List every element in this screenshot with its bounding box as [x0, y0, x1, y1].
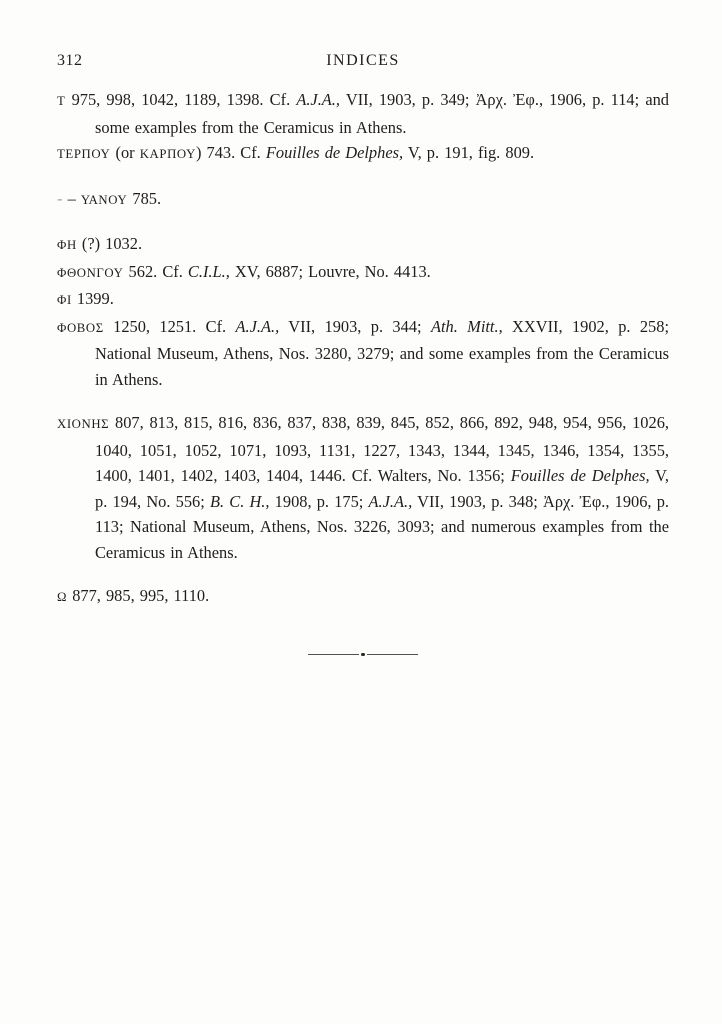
text-segment-head: Ω — [57, 590, 68, 604]
text-segment-plain: VII, 1903, p. 344; — [279, 316, 431, 336]
text-segment-plain: 975, 998, 1042, 1189, 1398. Cf. — [65, 90, 297, 109]
page-header — [57, 52, 669, 72]
text-segment-faint: - — [57, 188, 63, 208]
text-segment-plain: – — [62, 188, 81, 208]
text-segment-head: ΦΟΒΟΣ — [57, 320, 104, 335]
text-segment-plain: XV, 6887; Louvre, No. 4413. — [229, 261, 431, 281]
text-segment-plain: (?) 1032. — [76, 234, 143, 253]
divider-line-left — [308, 654, 359, 655]
text-segment-head: ΦΗ — [57, 238, 77, 252]
text-segment-head: ΚΑΡΠΟΥ — [139, 147, 196, 161]
text-segment-head: Τ — [57, 94, 66, 108]
text-segment-plain: VII, 1903, p. 348; Ἀρχ. Ἐφ., 1906, p. 113; National Museum, Athens, Nos. 3226, 3093; and numerous examples from the Ceramicus in Athens. — [95, 491, 670, 562]
text-segment-plain: XXVII, 1902, p. 258; National Museum, Athens, Nos. 3280, 3279; and some examples from the Ceramicus in Athens. — [95, 316, 670, 389]
text-segment-plain: 1908, p. 175; — [269, 491, 369, 511]
text-segment-plain: VII, 1903, p. 349; Ἀρχ. Ἐφ., 1906, p. 114; and some examples from the Ceramicus in Athens. — [95, 90, 669, 137]
text-segment-italic: A.J.A., — [368, 491, 413, 511]
index-entry-omega — [57, 583, 669, 611]
text-segment-head: ΦΘΟΝΓΟΥ — [57, 265, 124, 280]
text-segment-italic: A.J.A., — [235, 316, 280, 336]
index-entry-phobos — [57, 314, 669, 393]
index-entry-chiones — [57, 410, 669, 565]
text-segment-plain: 877, 985, 995, 1110. — [67, 586, 210, 605]
text-segment-head: ΦΙ — [57, 293, 72, 307]
text-segment-plain: 785. — [127, 188, 162, 208]
text-segment-italic: Fouilles de Delphes, — [510, 466, 650, 485]
text-segment-plain: 562. Cf. — [123, 261, 188, 281]
index-entry-phthongou — [57, 259, 669, 287]
text-segment-head: ΧΙΟΝΗΣ — [57, 417, 110, 431]
index-entry-terpou — [57, 140, 669, 168]
divider-center-dot — [361, 653, 365, 656]
text-segment-italic: Ath. Mitt., — [430, 316, 503, 336]
divider-line-right — [367, 654, 418, 655]
text-segment-plain: (or — [110, 143, 140, 162]
text-segment-italic: C.I.L., — [187, 261, 230, 281]
text-block — [57, 52, 669, 656]
text-segment-plain: ) 743. Cf. — [195, 143, 266, 162]
index-entry-yanou — [57, 186, 669, 214]
text-segment-plain: V, p. 194, No. 556; — [95, 466, 669, 511]
text-segment-plain: 807, 813, 815, 816, 836, 837, 838, 839, 845, 852, 866, 892, 948, 954, 956, 1026, 1040, 1051, 1052, 1071, 1093, 1131, 1227, 1343, 1344, 1345, 1346, 1354, 1355, 1400, 1401, 1402, 1403, 1404, 1446. Cf. Walters, No. 1356; — [95, 413, 669, 485]
text-segment-italic: B. C. H., — [209, 491, 270, 511]
page-number: 312 — [57, 52, 83, 69]
index-entry-t — [57, 87, 669, 140]
index-entry-phi — [57, 286, 669, 314]
text-segment-head: ΤΕΡΠΟΥ — [57, 147, 111, 161]
text-segment-italic: A.J.A., — [296, 90, 341, 109]
text-segment-plain: V, p. 191, fig. 809. — [403, 143, 535, 162]
text-segment-plain: 1250, 1251. Cf. — [103, 316, 236, 336]
section-divider — [57, 653, 669, 656]
text-segment-head: ΥΑΝΟΥ — [80, 192, 128, 207]
running-title: INDICES — [326, 52, 400, 69]
index-entry-phe — [57, 231, 669, 259]
text-segment-italic: Fouilles de Delphes, — [265, 143, 404, 162]
text-segment-plain: 1399. — [71, 289, 114, 308]
